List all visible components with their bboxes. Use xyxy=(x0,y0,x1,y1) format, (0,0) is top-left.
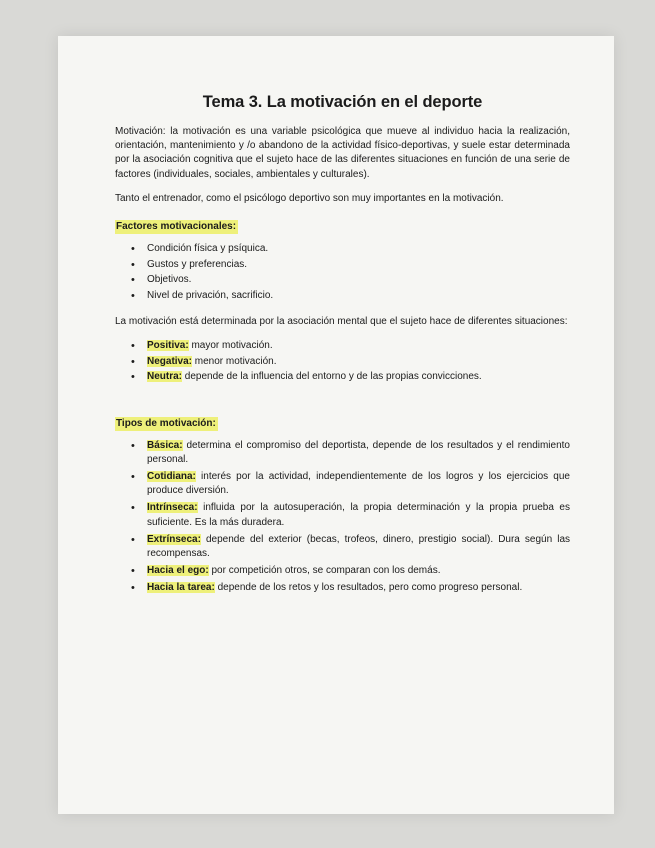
valence-term: Positiva: xyxy=(147,340,189,352)
valence-list xyxy=(115,339,570,384)
type-item xyxy=(147,533,570,561)
intro-paragraph: Motivación: la motivación es una variable psicológica que mueve al individuo hacia la realización, orientación, mantenimiento y /o abandono de la actividad físico-deportivas, y suele estar determinada por la asociación cognitiva que el sujeto hace de las diferentes situaciones en función de una serie de factores (individuales, sociales, ambientales y culturales). xyxy=(115,126,570,180)
type-text: depende del exterior (becas, trofeos, dinero, prestigio social). Dura según las recompensas. xyxy=(147,533,570,560)
valence-item xyxy=(147,370,570,384)
valence-term: Neutra: xyxy=(147,371,183,383)
type-term: Intrínseca: xyxy=(147,502,198,514)
type-text: interés por la actividad, independientemente de los logros y los ejercicios que produce diversión. xyxy=(147,471,570,497)
type-term: Cotidiana: xyxy=(147,471,196,482)
type-item xyxy=(147,501,570,529)
valence-text: menor motivación. xyxy=(192,355,277,367)
types-heading: Tipos de motivación: xyxy=(116,417,216,429)
type-text: por competición otros, se comparan con los demás. xyxy=(208,565,441,577)
types-list xyxy=(115,439,570,596)
type-item xyxy=(147,439,570,467)
type-item xyxy=(147,470,570,498)
factor-item: • Objetivos. xyxy=(147,273,570,287)
type-item xyxy=(147,581,570,595)
coach-paragraph: Tanto el entrenador, como el psicólogo deportivo son muy importantes en la motivación. xyxy=(115,192,504,204)
page-title: Tema 3. La motivación en el deporte xyxy=(202,93,483,111)
valence-text: depende de la influencia del entorno y de las propias convicciones. xyxy=(182,371,482,383)
type-term: Hacia la tarea: xyxy=(147,582,215,594)
document-content xyxy=(115,92,570,608)
factor-item: • Condición física y psíquica. xyxy=(147,242,570,256)
factor-item: • Gustos y preferencias. xyxy=(147,258,570,272)
type-term: Hacia el ego: xyxy=(147,565,209,577)
factor-item: • Nivel de privación, sacrificio. xyxy=(147,289,570,303)
valence-term: Negativa: xyxy=(147,355,193,367)
valence-item xyxy=(147,339,570,353)
factors-list xyxy=(115,242,570,303)
valence-text: mayor motivación. xyxy=(188,340,273,352)
association-paragraph: La motivación está determinada por la asociación mental que el sujeto hace de diferentes situaciones: xyxy=(115,316,568,327)
document-page xyxy=(58,36,614,814)
type-text: determina el compromiso del deportista, depende de los resultados y el rendimiento personal. xyxy=(147,439,570,465)
valence-item xyxy=(147,355,570,369)
type-item xyxy=(147,564,570,578)
factors-heading: Factores motivacionales: xyxy=(116,221,237,233)
type-term: Extrínseca: xyxy=(147,533,201,545)
type-text: depende de los retos y los resultados, pero como progreso personal. xyxy=(214,582,523,594)
type-term: Básica: xyxy=(147,439,183,451)
type-text: influida por la autosuperación, la propia determinación y la propia prueba es suficiente. Es la más duradera. xyxy=(147,502,570,528)
